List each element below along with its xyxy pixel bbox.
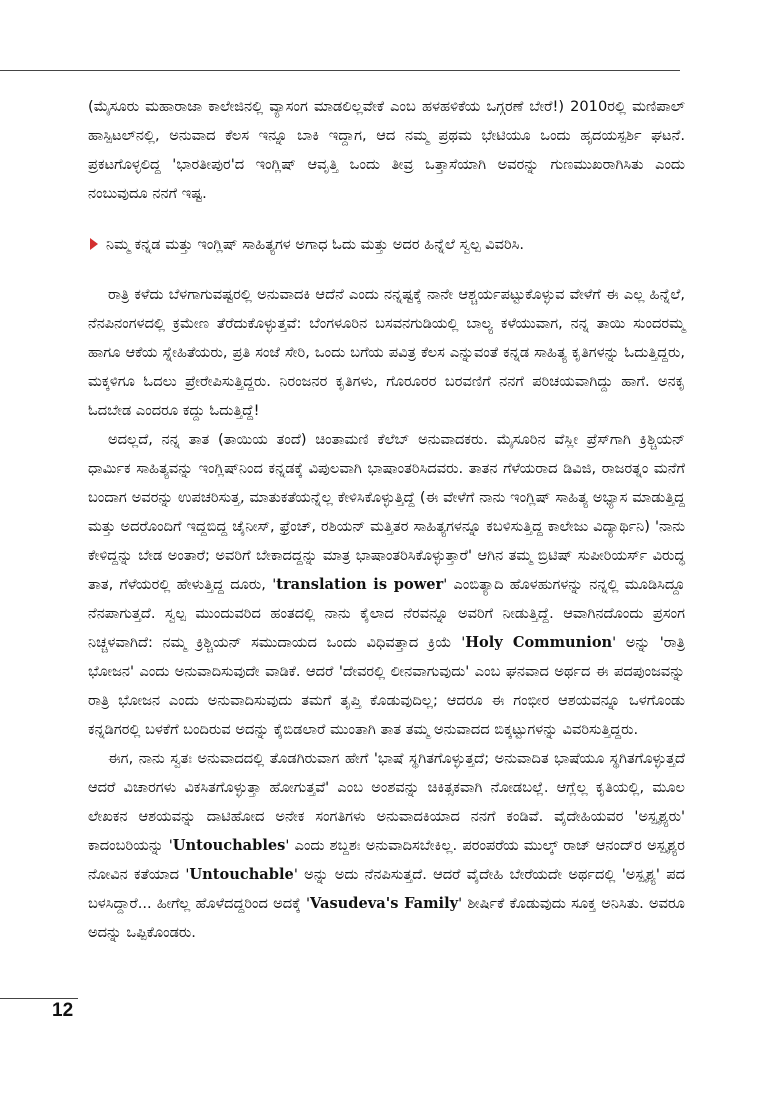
paragraph-answer-3-text-g: ' ಶೀರ್ಷಿಕೆ ಕೊಡುವುದು ಸೂಕ್ತ ಅನಿಸಿತು. ಅವರೂ ಅದನ್ನು ಒಪ್ಪಿಕೊಂಡರು. [88, 895, 685, 941]
paragraph-answer-3-text-c: ' ಎಂದು ಶಬ್ದಶಃ ಅನುವಾದಿಸಬೇಕಿಲ್ಲ. ಪರಂಪರೆಯ ಮುಲ್ಕ್ ರಾಜ್ ಆನಂದ್‌ರ ಅಸ್ಪೃಶ್ಯರ ನೋವಿನ ಕತೆಯಾದ ' [88, 837, 686, 883]
footer-rule [0, 998, 78, 999]
english-title-untouchable: Untouchable [189, 866, 294, 883]
interview-question [88, 230, 685, 259]
page-body [88, 92, 685, 947]
red-triangle-bullet-icon [90, 238, 98, 250]
paragraph-answer-3-text-a: ಈಗ, ನಾನು ಸ್ವತಃ ಅನುವಾದದಲ್ಲಿ ತೊಡಗಿರುವಾಗ ಹೇಗೆ 'ಭಾಷೆ ಸ್ಥಗಿತಗೊಳ್ಳುತ್ತದೆ; ಅನುವಾದಿತ ಭಾಷೆಯೂ ಸ್ಥಗಿತಗೊಳ್ಳುತ್ತದೆ ಆದರೆ ವಿಚಾರಗಳು ವಿಕಸಿತಗೊಳ್ಳುತ್ತಾ ಹೋಗುತ್ತವೆ' ಎಂಬ ಅಂಶವನ್ನು ಚಿಕಿತ್ಸಕವಾಗಿ ನೋಡಬಲ್ಲೆ. ಆಗ್ಲೆಲ್ಲ ಕೃತಿಯಲ್ಲಿ, ಮೂಲ ಲೇಖಕನ ಆಶಯವನ್ನು ದಾಟಿಹೋದ ಅನೇಕ ಸಂಗತಿಗಳು ಅನುವಾದಕಿಯಾದ ನನಗೆ ಕಂಡಿವೆ. ವೈದೇಹಿಯವರ 'ಅಸ್ಪೃಶ್ಯರು' ಕಾದಂಬರಿಯನ್ನು ' [88, 750, 685, 854]
paragraph-intro: (ಮೈಸೂರು ಮಹಾರಾಜಾ ಕಾಲೇಜಿನಲ್ಲಿ ವ್ಯಾಸಂಗ ಮಾಡಲಿಲ್ಲವೇಕೆ ಎಂಬ ಹಳಹಳಿಕೆಯ ಒಗ್ಗರಣೆ ಬೇರೆ!) 2010ರಲ್ಲಿ ಮಣಿಪಾಲ್ ಹಾಸ್ಪಿಟಲ್‌ನಲ್ಲಿ, ಅನುವಾದ ಕೆಲಸ ಇನ್ನೂ ಬಾಕಿ ಇದ್ದಾಗ, ಆದ ನಮ್ಮ ಪ್ರಥಮ ಭೇಟಿಯೂ ಒಂದು ಹೃದಯಸ್ಪರ್ಶಿ ಘಟನೆ. ಪ್ರಕಟಗೊಳ್ಳಲಿದ್ದ 'ಭಾರತೀಪುರ'ದ ಇಂಗ್ಲಿಷ್ ಆವೃತ್ತಿ ಒಂದು ತೀವ್ರ ಒತ್ತಾಸೆಯಾಗಿ ಅವರನ್ನು ಗುಣಮುಖರಾಗಿಸಿತು ಎಂದು ನಂಬುವುದೂ ನನಗೆ ಇಷ್ಟ. [88, 98, 685, 202]
question-text: ನಿಮ್ಮ ಕನ್ನಡ ಮತ್ತು ಇಂಗ್ಲಿಷ್ ಸಾಹಿತ್ಯಗಳ ಅಗಾಧ ಓದು ಮತ್ತು ಅದರ ಹಿನ್ನೆಲೆ ಸ್ವಲ್ಪ ವಿವರಿಸಿ. [106, 236, 525, 253]
english-title-vasudevas-family: Vasudeva's Family [310, 895, 459, 912]
header-rule [0, 70, 680, 71]
paragraph-answer-2-text-e: ' ಅನ್ನು 'ರಾತ್ರಿ ಭೋಜನ' ಎಂದು ಅನುವಾದಿಸುವುದೇ ವಾಡಿಕೆ. ಆದರೆ 'ದೇವರಲ್ಲಿ ಲೀನವಾಗುವುದು' ಎಂಬ ಘನವಾದ ಅರ್ಥದ ಈ ಪದಪುಂಜವನ್ನು ರಾತ್ರಿ ಭೋಜನ ಎಂದು ಅನುವಾದಿಸುವುದು ತಮಗೆ ತೃಪ್ತಿ ಕೊಡುವುದಿಲ್ಲ; ಆದರೂ ಈ ಗಂಭೀರ ಆಶಯವನ್ನೂ ಒಳಗೊಂಡು ಕನ್ನಡಿಗರಲ್ಲಿ ಬಳಕೆಗೆ ಬಂದಿರುವ ಅದನ್ನು ಕೈಬಿಡಲಾರೆ ಮುಂತಾಗಿ ತಾತ ತಮ್ಮ ಅನುವಾದದ ಬಿಕ್ಕಟ್ಟುಗಳನ್ನು ವಿವರಿಸುತ್ತಿದ್ದರು. [88, 634, 685, 738]
paragraph-answer-1: ರಾತ್ರಿ ಕಳೆದು ಬೆಳಗಾಗುವಷ್ಟರಲ್ಲಿ ಅನುವಾದಕಿ ಆದೆನೆ ಎಂದು ನನ್ನಷ್ಟಕ್ಕೆ ನಾನೇ ಆಶ್ಚರ್ಯಪಟ್ಟುಕೊಳ್ಳುವ ವೇಳೆಗೆ ಈ ಎಲ್ಲ ಹಿನ್ನೆಲೆ, ನೆನಪಿನಂಗಳದಲ್ಲಿ ಕ್ರಮೇಣ ತೆರೆದುಕೊಳ್ಳುತ್ತವೆ: ಬೆಂಗಳೂರಿನ ಬಸವನಗುಡಿಯಲ್ಲಿ ಬಾಲ್ಯ ಕಳೆಯುವಾಗ, ನನ್ನ ತಾಯಿ ಸುಂದರಮ್ಮ ಹಾಗೂ ಆಕೆಯ ಸ್ನೇಹಿತೆಯರು, ಪ್ರತಿ ಸಂಜೆ ಸೇರಿ, ಒಂದು ಬಗೆಯ ಪವಿತ್ರ ಕೆಲಸ ಎನ್ನುವಂತೆ ಕನ್ನಡ ಸಾಹಿತ್ಯ ಕೃತಿಗಳನ್ನು ಓದುತ್ತಿದ್ದರು, ಮಕ್ಕಳಿಗೂ ಓದಲು ಪ್ರೇರೇಪಿಸುತ್ತಿದ್ದರು. ನಿರಂಜನರ ಕೃತಿಗಳು, ಗೊರೂರರ ಬರವಣಿಗೆ ನನಗೆ ಪರಿಚಯವಾಗಿದ್ದು ಹಾಗೆ. ಅನಕೃ ಓದಬೇಡ ಎಂದರೂ ಕದ್ದು ಓದುತ್ತಿದ್ದೆ! [88, 286, 685, 419]
paragraph-answer-3 [88, 744, 685, 947]
paragraph-answer-2-text-a: ಅದಲ್ಲದೆ, ನನ್ನ ತಾತ (ತಾಯಿಯ ತಂದೆ) ಚಿಂತಾಮಣಿ ಕೆಲೆಬ್ ಅನುವಾದಕರು. ಮೈಸೂರಿನ ವೆಸ್ಲೀ ಪ್ರೆಸ್‌ಗಾಗಿ ಕ್ರಿಶ್ಚಿಯನ್ ಧಾರ್ಮಿಕ ಸಾಹಿತ್ಯವನ್ನು ಇಂಗ್ಲಿಷ್‌ನಿಂದ ಕನ್ನಡಕ್ಕೆ ವಿಪುಲವಾಗಿ ಭಾಷಾಂತರಿಸಿದವರು. ತಾತನ ಗೆಳೆಯರಾದ ಡಿವಿಜಿ, ರಾಜರತ್ನಂ ಮನೆಗೆ ಬಂದಾಗ ಅವರನ್ನು ಉಪಚರಿಸುತ್ತ, ಮಾತುಕತೆಯನ್ನೆಲ್ಲ ಕೇಳಿಸಿಕೊಳ್ಳುತ್ತಿದ್ದೆ (ಈ ವೇಳೆಗೆ ನಾನು ಇಂಗ್ಲಿಷ್ ಸಾಹಿತ್ಯ ಅಭ್ಯಾಸ ಮಾಡುತ್ತಿದ್ದ ಮತ್ತು ಅದರೊಂದಿಗೆ ಇದ್ದಬಿದ್ದ ಚೈನೀಸ್, ಫ್ರೆಂಚ್, ರಶಿಯನ್ ಮತ್ತಿತರ ಸಾಹಿತ್ಯಗಳನ್ನೂ ಕಬಳಿಸುತ್ತಿದ್ದ ಕಾಲೇಜು ವಿದ್ಯಾರ್ಥಿನಿ) 'ನಾನು ಕೇಳಿದ್ದನ್ನು ಬೇಡ ಅಂತಾರೆ; ಅವರಿಗೆ ಬೇಕಾದದ್ದನ್ನು ಮಾತ್ರ ಭಾಷಾಂತರಿಸಿಕೊಳ್ಳುತ್ತಾರೆ' ಆಗಿನ ತಮ್ಮ ಬ್ರಿಟಿಷ್ ಸುಪೀರಿಯರ್ಸ್ ವಿರುದ್ಧ ತಾತ, ಗೆಳೆಯರಲ್ಲಿ ಹೇಳುತ್ತಿದ್ದ ದೂರು, [88, 431, 685, 593]
english-title-untouchables: Untouchables [172, 837, 286, 854]
english-phrase-translation-is-power: translation is power [276, 576, 444, 593]
paragraph-answer-2-text-c: ' ಎಂಬಿತ್ಯಾದಿ ಹೊಳಹುಗಳನ್ನು ನನ್ನಲ್ಲಿ ಮೂಡಿಸಿದ್ದೂ ನೆನಪಾಗುತ್ತದೆ. ಸ್ವಲ್ಪ ಮುಂದುವರಿದ ಹಂತದಲ್ಲಿ ನಾನು ಕೈಲಾದ ನೆರವನ್ನೂ ಅವರಿಗೆ ನೀಡುತ್ತಿದ್ದೆ. ಆವಾಗಿನದೊಂದು ಪ್ರಸಂಗ ನಿಚ್ಚಳವಾಗಿದೆ: ನಮ್ಮ ಕ್ರಿಶ್ಚಿಯನ್ ಸಮುದಾಯದ ಒಂದು ವಿಧಿವತ್ತಾದ ಕ್ರಿಯೆ ' [88, 576, 685, 651]
paragraph-answer-2: ಅದಲ್ಲದೆ, ನನ್ನ ತಾತ (ತಾಯಿಯ ತಂದೆ) ಚಿಂತಾಮಣಿ ಕೆಲೆಬ್ ಅನುವಾದಕರು. ಮೈಸೂರಿನ ವೆಸ್ಲೀ ಪ್ರೆಸ್‌ಗಾಗಿ ಕ್ರಿಶ್ಚಿಯನ್ ಧಾರ್ಮಿಕ ಸಾಹಿತ್ಯವನ್ನು ಇಂಗ್ಲಿಷ್‌ನಿಂದ ಕನ್ನಡಕ್ಕೆ ವಿಪುಲವಾಗಿ ಭಾಷಾಂತರಿಸಿದವರು. ತಾತನ ಗೆಳೆಯರಾದ ಡಿವಿಜಿ, ರಾಜರತ್ನಂ ಮನೆಗೆ ಬಂದಾಗ ಅವರನ್ನು ಉಪಚರಿಸುತ್ತ, ಮಾತುಕತೆಯನ್ನೆಲ್ಲ ಕೇಳಿಸಿಕೊಳ್ಳುತ್ತಿದ್ದೆ (ಈ ವೇಳೆಗೆ ನಾನು ಇಂಗ್ಲಿಷ್ ಸಾಹಿತ್ಯ ಅಭ್ಯಾಸ ಮಾಡುತ್ತಿದ್ದ ಮತ್ತು ಅದರೊಂದಿಗೆ ಇದ್ದಬಿದ್ದ ಚೈನೀಸ್, ಫ್ರೆಂಚ್, ರಶಿಯನ್ ಮತ್ತಿತರ ಸಾಹಿತ್ಯಗಳನ್ನೂ ಕಬಳಿಸುತ್ತಿದ್ದ ಕಾಲೇಜು ವಿದ್ಯಾರ್ಥಿನಿ) 'ನಾನು ಕೇಳಿದ್ದನ್ನು ಬೇಡ ಅಂತಾರೆ; ಅವರಿಗೆ ಬೇಕಾದದ್ದನ್ನು ಮಾತ್ರ ಭಾಷಾಂತರಿಸಿಕೊಳ್ಳುತ್ತಾರೆ' ಆಗಿನ ತಮ್ಮ ಬ್ರಿಟಿಷ್ ಸುಪೀರಿಯರ್ಸ್ ವಿರುದ್ಧ ತಾತ, ಗೆಳೆಯರಲ್ಲಿ ಹೇಳುತ್ತಿದ್ದ ದೂರು, 'translation is power' ಎಂಬಿತ್ಯಾದಿ ಹೊಳಹುಗಳನ್ನು ನನ್ನಲ್ಲಿ ಮೂಡಿಸಿದ್ದೂ ನೆನಪಾಗುತ್ತದೆ. ಸ್ವಲ್ಪ ಮುಂದುವರಿದ ಹಂತದಲ್ಲಿ ನಾನು ಕೈಲಾದ ನೆರವನ್ನೂ ಅವರಿಗೆ ನೀಡುತ್ತಿದ್ದೆ. ಆವಾಗಿನದೊಂದು ಪ್ರಸಂಗ ನಿಚ್ಚಳವಾಗಿದೆ: ನಮ್ಮ ಕ್ರಿಶ್ಚಿಯನ್ ಸಮುದಾಯದ ಒಂದು ವಿಧಿವತ್ತಾದ ಕ್ರಿಯೆ 'Holy Communion' ಅನ್ನು 'ರಾತ್ರಿ ಭೋಜನ' ಎಂದು ಅನುವಾದಿಸುವುದೇ ವಾಡಿಕೆ. ಆದರೆ 'ದೇವರಲ್ಲಿ ಲೀನವಾಗುವುದು' ಎಂಬ ಘನವಾದ ಅರ್ಥದ ಈ ಪದಪುಂಜವನ್ನು ರಾತ್ರಿ ಭೋಜನ ಎಂದು ಅನುವಾದಿಸುವುದು ತಮಗೆ ತೃಪ್ತಿ ಕೊಡುವುದಿಲ್ಲ; ಆದರೂ ಈ ಗಂಭೀರ ಆಶಯವನ್ನೂ ಒಳಗೊಂಡು ಕನ್ನಡಿಗರಲ್ಲಿ ಬಳಕೆಗೆ ಬಂದಿರುವ ಅದನ್ನು ಕೈಬಿಡಲಾರೆ ಮುಂತಾಗಿ ತಾತ ತಮ್ಮ ಅನುವಾದದ ಬಿಕ್ಕಟ್ಟುಗಳನ್ನು ವಿವರಿಸುತ್ತಿದ್ದರು. [88, 431, 685, 738]
paragraph-answer-3-text-e: ' ಅನ್ನು ಅದು ನೆನಪಿಸುತ್ತದೆ. ಆದರೆ ವೈದೇಹಿ ಬೇರೆಯದೇ ಅರ್ಥದಲ್ಲಿ 'ಅಸ್ಪೃಶ್ಯ' ಪದ ಬಳಸಿದ್ದಾರೆ... ಹೀಗೆಲ್ಲ ಹೊಳೆದದ್ದರಿಂದ ಅದಕ್ಕೆ ' [88, 866, 685, 912]
page-number: 12 [52, 1000, 74, 1021]
english-phrase-holy-communion: Holy Communion [465, 634, 613, 651]
